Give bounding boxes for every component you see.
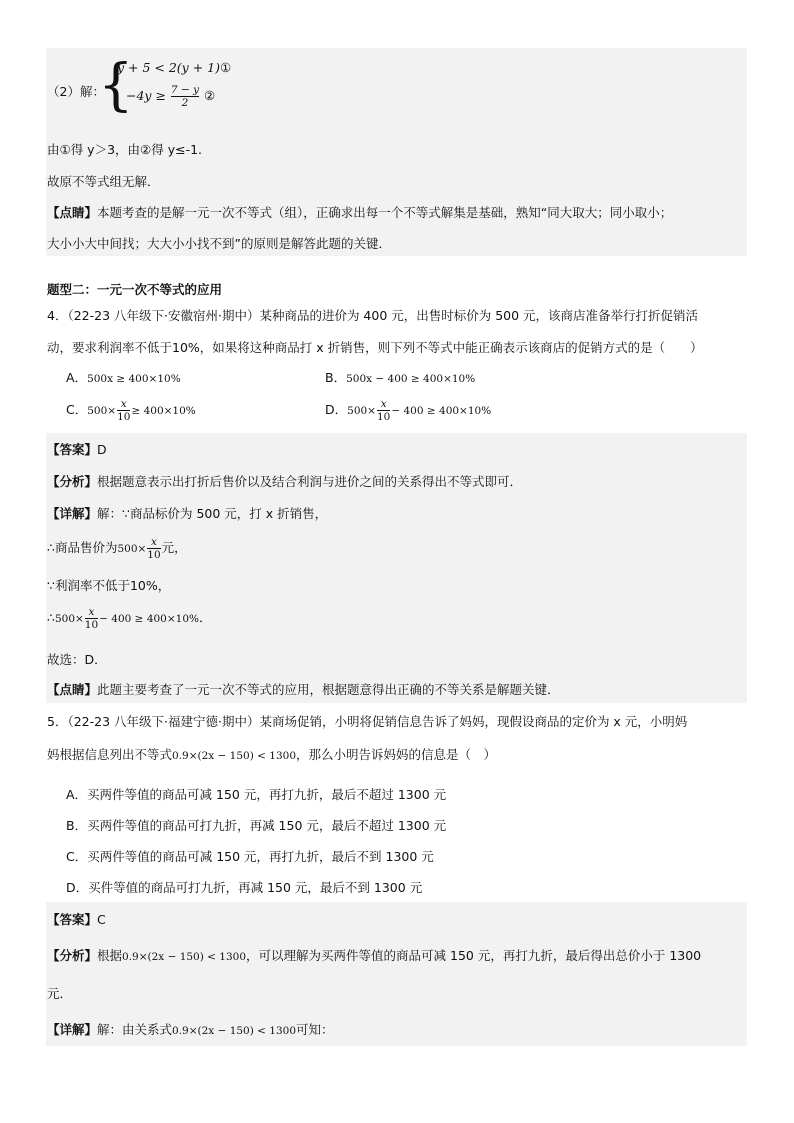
q5-stem-2-pre: 妈根据信息列出不等式	[47, 747, 173, 762]
q4-option-c-label: C．	[66, 402, 88, 417]
part2-comment-line1	[47, 203, 672, 221]
q5-option-b: B．买两件等值的商品可打九折，再减 150 元，最后不超过 1300 元	[66, 818, 447, 833]
q4-option-a	[66, 368, 181, 386]
q4-analysis	[47, 472, 522, 490]
q4-option-b	[325, 368, 475, 386]
q4-detail-4-fraction	[85, 606, 98, 631]
detail-tag: 【详解】	[47, 1022, 98, 1037]
q5-answer	[47, 910, 106, 928]
frac-den: 10	[117, 411, 131, 423]
q4-option-c-pre: 500×	[87, 405, 117, 417]
detail-tag: 【详解】	[47, 506, 98, 521]
q4-choose: 故选：D．	[47, 652, 107, 667]
frac-num: x	[151, 536, 157, 548]
q5-detail-post: 可知：	[296, 1022, 334, 1037]
q4-option-a-text: 500x ≥ 400×10%	[87, 373, 181, 385]
frac-den: 10	[147, 549, 161, 561]
system-eq2-den: 2	[171, 96, 199, 109]
q4-detail-line2	[47, 536, 187, 561]
frac-den: 10	[84, 619, 99, 631]
q4-option-d	[325, 398, 491, 423]
q4-detail-line3: ∵利润率不低于10%，	[47, 578, 171, 593]
system-brace: {	[98, 53, 134, 118]
q4-stem-line2: 动，要求利润率不低于10%，如果将这种商品打 x 折销售，则下列不等式中能正确表示该商店的促销方式的是（ ）	[47, 340, 703, 355]
system-eq1	[117, 60, 231, 75]
q4-detail-2-mid: 500×	[117, 543, 147, 555]
q4-stem-line1: 4．（22-23 八年级下·安徽宿州·期中）某种商品的进价为 400 元，出售时标价为 500 元，该商店准备举行打折促销活	[47, 308, 699, 323]
q4-detail-2-pre: ∴商品售价为	[47, 540, 118, 555]
q4-detail-4-end: ．	[199, 610, 212, 625]
q4-comment-text: 此题主要考查了一元一次不等式的应用，根据题意得出正确的不等关系是解题关键．	[97, 682, 560, 697]
system-eq1-mark: ①	[220, 60, 232, 75]
q5-stem-2-math: 0.9×(2x − 150) < 1300	[172, 750, 297, 762]
q4-option-d-post: − 400 ≥ 400×10%	[391, 405, 492, 417]
q4-option-c	[66, 398, 196, 423]
q4-comment	[47, 680, 560, 698]
frac-num: x	[380, 398, 387, 410]
system-eq2-fraction	[171, 84, 199, 109]
q5-answer-value: C	[97, 912, 106, 927]
q4-option-a-label: A．	[66, 370, 88, 385]
q4-option-c-fraction	[117, 398, 130, 423]
section-title: 题型二：一元一次不等式的应用	[47, 282, 223, 297]
answer-tag: 【答案】	[47, 912, 98, 927]
q4-detail-line1	[47, 504, 327, 522]
q5-detail-pre: 解：由关系式	[97, 1022, 173, 1037]
q4-detail-line4	[47, 606, 212, 631]
q5-stem-line1: 5．（22-23 八年级下·福建宁德·期中）某商场促销，小明将促销信息告诉了妈妈，现假设商品的定价为 x 元，小明妈	[47, 714, 688, 729]
q4-option-b-text: 500x − 400 ≥ 400×10%	[346, 373, 476, 385]
q4-detail-text-1: 解：∵商品标价为 500 元，打 x 折销售，	[97, 506, 328, 521]
q5-detail-math: 0.9×(2x − 150) < 1300	[172, 1025, 297, 1037]
q5-option-a: A．买两件等值的商品可减 150 元，再打九折，最后不超过 1300 元	[66, 787, 447, 802]
q4-option-b-label: B．	[325, 370, 347, 385]
frac-num: x	[120, 398, 127, 410]
q5-detail	[47, 1020, 334, 1038]
q5-analysis-end: 元．	[47, 986, 73, 1001]
q5-option-c: C．买两件等值的商品可减 150 元，再打九折，最后不到 1300 元	[66, 849, 434, 864]
q4-answer	[47, 440, 107, 458]
comment-tag: 【点睛】	[47, 682, 98, 697]
q5-analysis-pre: 根据	[97, 948, 123, 963]
q4-option-d-label: D．	[325, 402, 348, 417]
system-eq2-left: −4y ≥	[126, 88, 166, 103]
q5-analysis	[47, 946, 701, 964]
q4-analysis-text: 根据题意表示出打折后售价以及结合利润与进价之间的关系得出不等式即可．	[97, 474, 523, 489]
answer-tag: 【答案】	[47, 442, 98, 457]
q4-detail-4-a: 500×	[54, 613, 84, 625]
frac-num: x	[88, 606, 95, 618]
q4-option-d-pre: 500×	[347, 405, 376, 417]
q4-detail-2-fraction	[147, 536, 160, 561]
comment-text-1: 本题考查的是解一元一次不等式（组），正确求出每一个不等式解集是基础，熟知“同大取大；同小取小；	[97, 205, 673, 220]
q5-stem-line2	[47, 745, 496, 763]
part2-conclusion: 故原不等式组无解．	[47, 174, 160, 189]
q4-detail-2-post: 元，	[161, 540, 187, 555]
analysis-tag: 【分析】	[47, 474, 98, 489]
q4-answer-value: D	[97, 442, 107, 457]
q4-detail-4-b: − 400 ≥ 400×10%	[99, 613, 199, 625]
system-eq1-text: y + 5 < 2(y + 1)	[117, 60, 220, 75]
part2-label: （2）解：	[47, 84, 105, 99]
part2-result: 由①得 y＞3，由②得 y≤-1.	[47, 142, 203, 157]
q5-analysis-post: ，可以理解为买两件等值的商品可减 150 元，再打九折，最后得出总价小于 1300	[246, 948, 702, 963]
q5-analysis-math: 0.9×(2x − 150) < 1300	[122, 951, 247, 963]
frac-den: 10	[376, 411, 391, 423]
part2-comment-line2: 大小小大中间找；大大小小找不到”的原则是解答此题的关键．	[47, 236, 391, 251]
q4-option-d-fraction	[377, 398, 390, 423]
system-eq2-mark: ②	[204, 88, 216, 103]
q5-option-d: D．买件等值的商品可打九折，再减 150 元，最后不到 1300 元	[66, 880, 423, 895]
q4-detail-4-pre: ∴	[47, 610, 55, 625]
analysis-tag: 【分析】	[47, 948, 98, 963]
q5-stem-2-post: ，那么小明告诉妈妈的信息是（ ）	[296, 747, 497, 762]
comment-tag: 【点睛】	[47, 205, 98, 220]
q4-option-c-post: ≥ 400×10%	[131, 405, 196, 417]
system-eq2-num: 7 − y	[170, 84, 200, 96]
system-eq2	[126, 84, 215, 109]
